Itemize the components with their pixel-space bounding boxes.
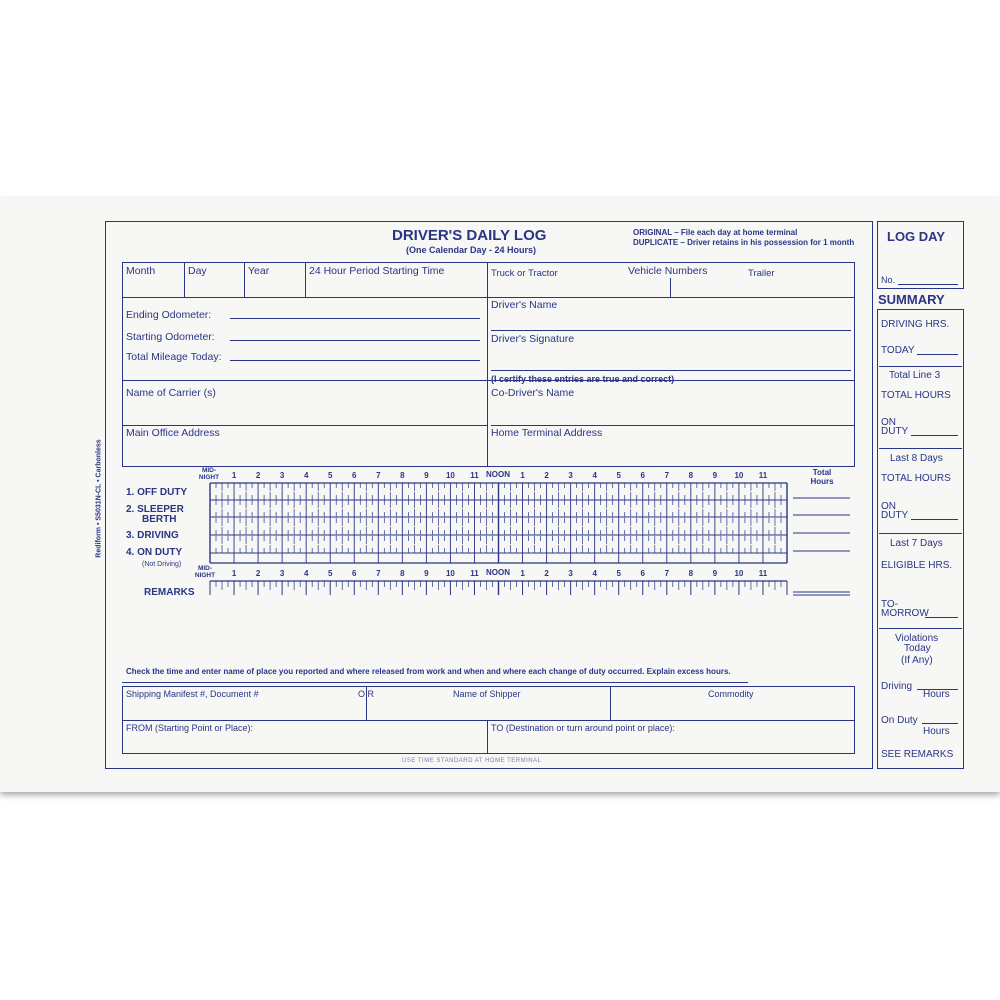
row-sleeper-label-2: BERTH xyxy=(142,514,177,525)
violations-label: Violations xyxy=(895,633,939,644)
hour-label-pm-bottom-7: 7 xyxy=(664,569,670,578)
period-start-field[interactable]: 24 Hour Period Starting Time xyxy=(309,265,445,277)
hour-label-pm-bottom-11: 11 xyxy=(758,569,768,578)
hour-label-am-bottom-10: 10 xyxy=(445,569,455,578)
main-office-label: Main Office Address xyxy=(126,427,220,439)
hour-label-am-top-5: 5 xyxy=(327,471,333,480)
duplicate-note: DUPLICATE – Driver retains in his possession for 1 month xyxy=(633,238,855,247)
year-field[interactable]: Year xyxy=(248,265,270,277)
hour-label-pm-top-1: 1 xyxy=(520,471,525,480)
row-off-duty-label: 1. OFF DUTY xyxy=(126,487,188,498)
time-standard-footer: USE TIME STANDARD AT HOME TERMINAL xyxy=(402,758,542,764)
tomorrow-morrow: MORROW xyxy=(881,608,929,619)
drivers-name-label: Driver's Name xyxy=(491,299,558,311)
eligible-hrs-label: ELIGIBLE HRS. xyxy=(881,560,953,571)
noon-label-bottom: NOON xyxy=(486,568,510,577)
certify-note: (I certify these entries are true and correct) xyxy=(491,374,675,384)
form-subtitle: (One Calendar Day - 24 Hours) xyxy=(406,245,537,255)
see-remarks-label: SEE REMARKS xyxy=(881,749,954,760)
hour-label-pm-bottom-1: 1 xyxy=(520,569,525,578)
today-line[interactable] xyxy=(917,354,958,355)
total-hours-label: Total Hours xyxy=(810,468,834,486)
hour-label-pm-top-3: 3 xyxy=(568,471,573,480)
trailer-field[interactable]: Trailer xyxy=(748,268,775,279)
hour-label-am-bottom-7: 7 xyxy=(376,569,381,578)
violations-today-label: Today xyxy=(904,643,931,654)
hour-label-pm-top-10: 10 xyxy=(734,471,744,480)
on-duty-2-on: ON xyxy=(881,501,896,512)
log-day-no-line[interactable] xyxy=(898,284,958,285)
row-driving-label: 3. DRIVING xyxy=(126,530,179,541)
total-hours-1-label: TOTAL HOURS xyxy=(881,390,951,401)
hour-label-am-top-2: 2 xyxy=(255,471,261,480)
hour-label-pm-bottom-4: 4 xyxy=(592,569,597,578)
shipper-field[interactable]: Name of Shipper xyxy=(453,689,521,699)
violations-driving-label: Driving xyxy=(881,681,913,692)
commodity-field[interactable]: Commodity xyxy=(708,689,754,699)
total-line3-label: Total Line 3 xyxy=(889,370,941,381)
total-mileage-label: Total Mileage Today: xyxy=(126,351,222,363)
original-note: ORIGINAL – File each day at home terminal xyxy=(633,228,798,237)
hour-label-pm-top-11: 11 xyxy=(758,471,768,480)
hour-label-pm-top-6: 6 xyxy=(640,471,645,480)
drivers-signature-label: Driver's Signature xyxy=(491,333,575,345)
on-duty-1-line[interactable] xyxy=(911,435,958,436)
hour-label-pm-bottom-8: 8 xyxy=(688,569,694,578)
from-field[interactable]: FROM (Starting Point or Place): xyxy=(126,723,254,733)
last7-label: Last 7 Days xyxy=(890,538,943,549)
form-title: DRIVER'S DAILY LOG xyxy=(392,227,547,244)
driving-hrs-label: DRIVING HRS. xyxy=(881,319,950,330)
hour-label-pm-top-4: 4 xyxy=(592,471,597,480)
hour-label-pm-top-2: 2 xyxy=(544,471,549,480)
or-label: O R xyxy=(358,689,375,699)
last8-label: Last 8 Days xyxy=(890,453,943,464)
row-on-duty-label: 4. ON DUTY xyxy=(126,547,183,558)
ending-odometer-label: Ending Odometer: xyxy=(126,309,212,321)
hour-label-am-top-8: 8 xyxy=(400,471,405,480)
hour-label-am-top-9: 9 xyxy=(424,471,429,480)
hour-label-am-top-4: 4 xyxy=(303,471,309,480)
hour-label-am-top-1: 1 xyxy=(231,471,237,480)
on-duty-1-on: ON xyxy=(881,417,896,428)
hour-label-am-bottom-2: 2 xyxy=(255,569,261,578)
total-hours-2-label: TOTAL HOURS xyxy=(881,473,951,484)
hour-label-am-top-11: 11 xyxy=(470,471,479,480)
violations-driving-hours: Hours xyxy=(923,689,950,700)
row-sleeper-label: 2. SLEEPER xyxy=(126,504,184,515)
month-field[interactable]: Month xyxy=(126,265,156,277)
on-duty-2-duty: DUTY xyxy=(881,510,909,521)
row-on-duty-sub: (Not Driving) xyxy=(142,561,182,568)
hour-label-am-bottom-8: 8 xyxy=(400,569,405,578)
hour-label-am-top-3: 3 xyxy=(279,471,285,480)
truck-field[interactable]: Truck or Tractor xyxy=(491,268,558,279)
hour-label-pm-bottom-9: 9 xyxy=(712,569,718,578)
violations-if-any-label: (If Any) xyxy=(901,655,933,666)
violations-on-duty-hours: Hours xyxy=(923,726,950,737)
hour-label-am-top-7: 7 xyxy=(376,471,381,480)
hour-label-am-bottom-5: 5 xyxy=(327,569,333,578)
side-label-text: Rediform • S5031N-CL • Carbonless xyxy=(95,439,103,558)
hour-label-pm-top-9: 9 xyxy=(712,471,718,480)
hour-label-pm-bottom-10: 10 xyxy=(734,569,744,578)
midnight-label-top: MID-NIGHT xyxy=(198,467,220,481)
tomorrow-to: TO- xyxy=(881,599,899,610)
hour-label-am-top-10: 10 xyxy=(445,471,455,480)
to-field[interactable]: TO (Destination or turn around point or place): xyxy=(491,723,675,733)
carrier-label: Name of Carrier (s) xyxy=(126,387,216,399)
hour-label-pm-top-7: 7 xyxy=(664,471,670,480)
hour-label-pm-bottom-6: 6 xyxy=(640,569,645,578)
home-terminal-label: Home Terminal Address xyxy=(491,427,603,439)
hour-label-pm-bottom-2: 2 xyxy=(544,569,549,578)
today-label: TODAY xyxy=(881,345,915,356)
shipping-manifest-field[interactable]: Shipping Manifest #, Document # xyxy=(126,689,259,699)
hour-label-am-bottom-1: 1 xyxy=(231,569,237,578)
remarks-label: REMARKS xyxy=(144,587,195,598)
hour-label-am-bottom-11: 11 xyxy=(470,569,479,578)
hour-label-pm-bottom-5: 5 xyxy=(616,569,621,578)
log-day-title: LOG DAY xyxy=(887,229,946,244)
violations-on-duty-label: On Duty xyxy=(881,715,918,726)
midnight-label-bottom: MID-NIGHT xyxy=(194,565,216,579)
noon-label-top: NOON xyxy=(486,470,510,479)
violations-on-duty-line[interactable] xyxy=(922,723,958,724)
co-driver-label: Co-Driver's Name xyxy=(491,387,575,399)
hour-label-am-bottom-3: 3 xyxy=(279,569,285,578)
summary-title: SUMMARY xyxy=(878,292,945,307)
hour-label-pm-bottom-3: 3 xyxy=(568,569,573,578)
instructions-text: Check the time and enter name of place you reported and where released from work and when and where each change of duty occurred. Explain excess hours. xyxy=(126,667,731,676)
on-duty-2-line[interactable] xyxy=(911,519,958,520)
day-field[interactable]: Day xyxy=(188,265,207,277)
hour-label-pm-top-8: 8 xyxy=(688,471,694,480)
starting-odometer-label: Starting Odometer: xyxy=(126,331,215,343)
tomorrow-line[interactable] xyxy=(925,617,958,618)
hour-label-am-top-6: 6 xyxy=(352,471,357,480)
hour-label-am-bottom-6: 6 xyxy=(352,569,357,578)
vehicle-numbers-label: Vehicle Numbers xyxy=(628,265,708,277)
log-day-no-label: No. xyxy=(881,275,896,285)
hour-label-am-bottom-4: 4 xyxy=(303,569,309,578)
hour-label-am-bottom-9: 9 xyxy=(424,569,429,578)
hour-label-pm-top-5: 5 xyxy=(616,471,621,480)
on-duty-1-duty: DUTY xyxy=(881,426,909,437)
